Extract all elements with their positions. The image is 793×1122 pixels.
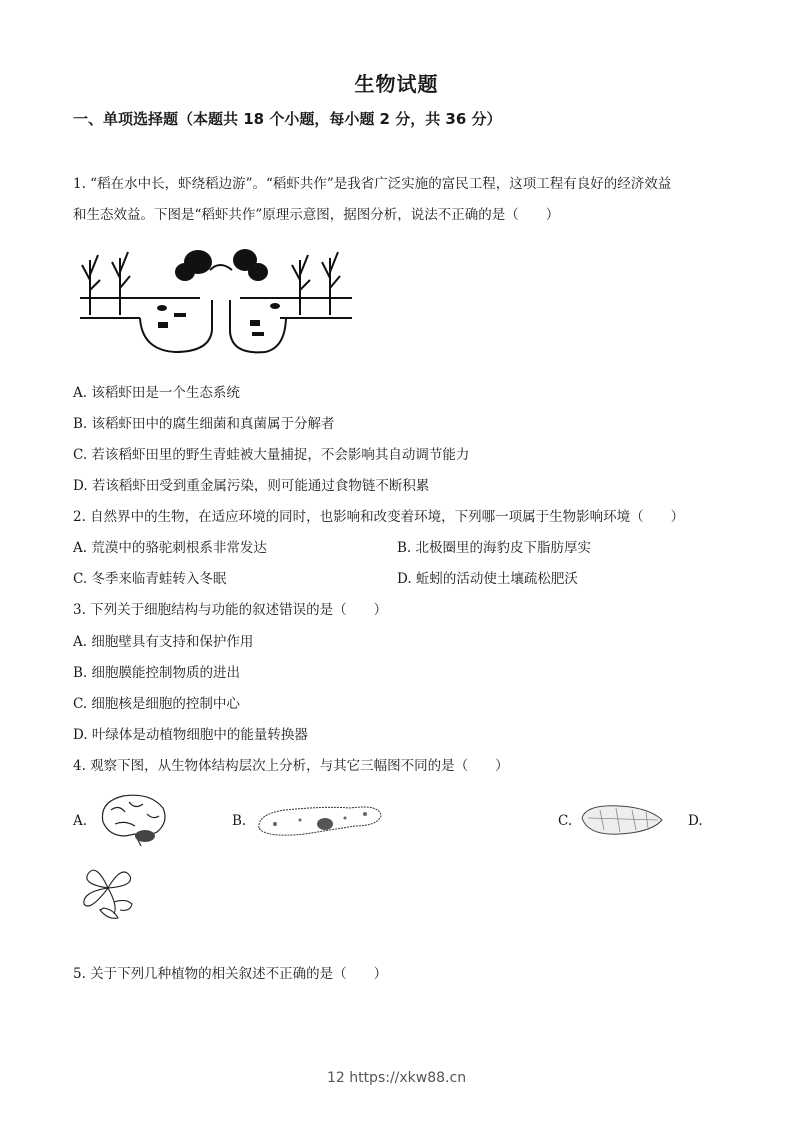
question-2-option-b: B. 北极圈里的海豹皮下脂肪厚实 xyxy=(397,540,592,556)
question-4-label-d: D. xyxy=(688,813,703,829)
question-4-label-b: B. xyxy=(232,813,247,829)
page-title: 生物试题 xyxy=(354,72,439,96)
brain-image xyxy=(95,790,170,850)
flower-image xyxy=(78,862,140,924)
question-3-stem: 3. 下列关于细胞结构与功能的叙述错误的是（ ） xyxy=(73,602,388,618)
paramecium-image xyxy=(255,800,385,840)
question-3-option-d: D. 叶绿体是动植物细胞中的能量转换器 xyxy=(73,727,308,743)
rice-shrimp-diagram-image xyxy=(80,240,352,358)
question-5-stem: 5. 关于下列几种植物的相关叙述不正确的是（ ） xyxy=(73,966,388,982)
question-1-option-a: A. 该稻虾田是一个生态系统 xyxy=(73,385,240,401)
question-2-option-d: D. 蚯蚓的活动使土壤疏松肥沃 xyxy=(397,571,578,587)
question-2-option-c: C. 冬季来临青蛙转入冬眠 xyxy=(73,571,227,587)
question-3-option-a: A. 细胞壁具有支持和保护作用 xyxy=(73,634,254,650)
question-2-stem: 2. 自然界中的生物，在适应环境的同时，也影响和改变着环境，下列哪一项属于生物影响环境（ ） xyxy=(73,509,685,525)
page-footer: 12 https://xkw88.cn xyxy=(326,1070,467,1086)
question-4-label-c: C. xyxy=(558,813,573,829)
question-1-option-d: D. 若该稻虾田受到重金属污染，则可能通过食物链不断积累 xyxy=(73,478,430,494)
question-4-label-a: A. xyxy=(73,813,88,829)
question-3-option-c: C. 细胞核是细胞的控制中心 xyxy=(73,696,240,712)
question-2-option-a: A. 荒漠中的骆驼刺根系非常发达 xyxy=(73,540,267,556)
question-3-option-b: B. 细胞膜能控制物质的进出 xyxy=(73,665,241,681)
question-1-option-b: B. 该稻虾田中的腐生细菌和真菌属于分解者 xyxy=(73,416,335,432)
leaf-tissue-image xyxy=(580,802,665,838)
question-1-option-c: C. 若该稻虾田里的野生青蛙被大量捕捉，不会影响其自动调节能力 xyxy=(73,447,470,463)
question-1-stem-line1: 1. “稻在水中长，虾绕稻边游”。“稻虾共作”是我省广泛实施的富民工程，这项工程有良好的经济效益 xyxy=(73,176,672,192)
question-4-stem: 4. 观察下图，从生物体结构层次上分析，与其它三幅图不同的是（ ） xyxy=(73,758,509,774)
question-1-stem-line2: 和生态效益。下图是“稻虾共作”原理示意图，据图分析，说法不正确的是（ ） xyxy=(73,207,560,223)
section-heading: 一、单项选择题（本题共 18 个小题，每小题 2 分，共 36 分） xyxy=(73,110,502,128)
